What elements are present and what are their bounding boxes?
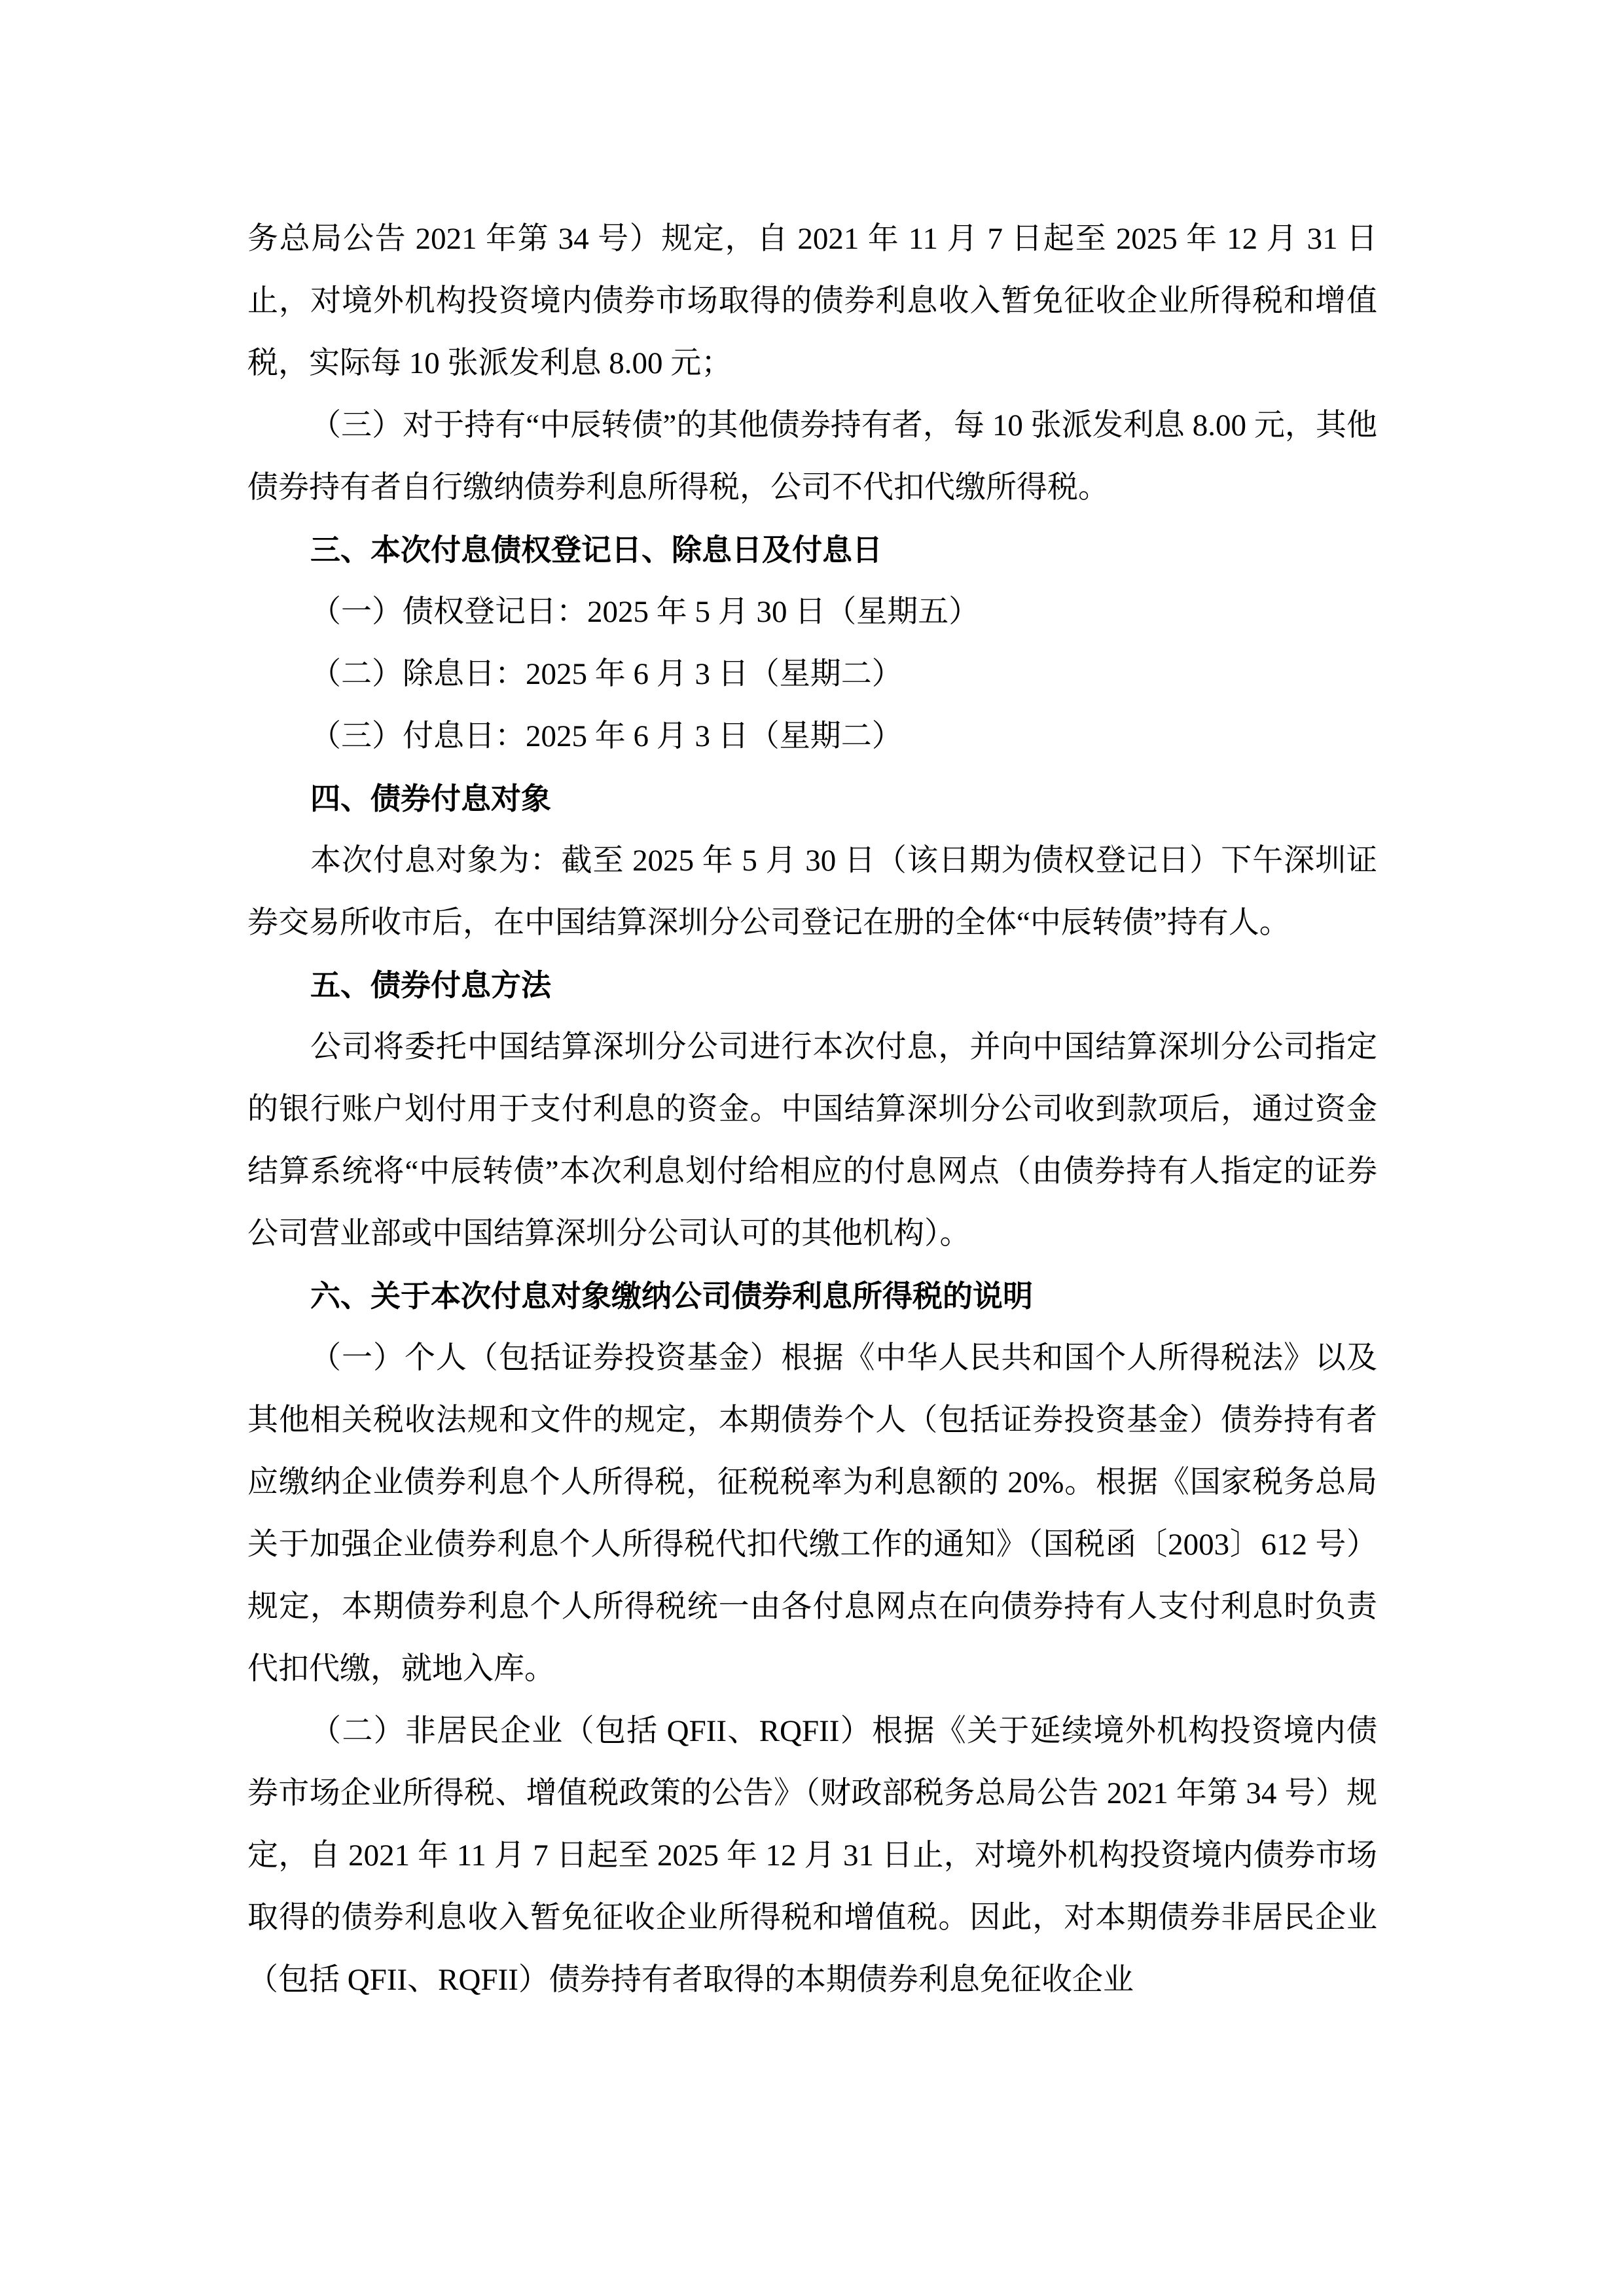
item-ex-dividend-date: （二）除息日：2025 年 6 月 3 日（星期二）	[310, 657, 903, 691]
item-record-date: （一）债权登记日：2025 年 5 月 30 日（星期五）	[310, 595, 980, 629]
payment-object-paragraph: 本次付息对象为：截至 2025 年 5 月 30 日（该日期为债权登记日）下午深圳证券交易所收市后，在中国结算深圳分公司登记在册的全体“中辰转债”持有人。	[247, 844, 1377, 940]
item-holders-other: （三）对于持有“中辰转债”的其他债券持有者，每 10 张派发利息 8.00 元，其他债券持有者自行缴纳债券利息所得税，公司不代扣代缴所得税。	[247, 408, 1377, 505]
tax-item-non-resident: （二）非居民企业（包括 QFII、RQFII）根据《关于延续境外机构投资境内债券市场企业所得税、增值税政策的公告》（财政部税务总局公告 2021 年第 34 号）规定，自 2021 年 11 月 7 日起至 2025 年 12 月 31 日止，对境外机构投资境内债券市场取得的债券利息收入暂免征收企业所得税和增值税。因此，对本期债券非居民企业（包括 QFII、RQFII）债券持有者取得的本期债券利息免征收企业	[247, 1714, 1377, 1997]
continuation-paragraph: 务总局公告 2021 年第 34 号）规定，自 2021 年 11 月 7 日起至 2025 年 12 月 31 日止，对境外机构投资境内债券市场取得的债券利息收入暂免征收企业所得税和增值税，实际每 10 张派发利息 8.00 元；	[247, 222, 1377, 380]
tax-item-individual: （一）个人（包括证券投资基金）根据《中华人民共和国个人所得税法》以及其他相关税收法规和文件的规定，本期债券个人（包括证券投资基金）债券持有者应缴纳企业债券利息个人所得税，征税税率为利息额的 20%。根据《国家税务总局关于加强企业债券利息个人所得税代扣代缴工作的通知》（国税函〔2003〕612 号）规定，本期债券利息个人所得税统一由各付息网点在向债券持有人支付利息时负责代扣代缴，就地入库。	[247, 1341, 1377, 1686]
section-heading-tax-explanation: 六、关于本次付息对象缴纳公司债券利息所得税的说明	[310, 1278, 1033, 1314]
section-heading-payment-object: 四、债券付息对象	[310, 781, 551, 816]
section-heading-dates: 三、本次付息债权登记日、除息日及付息日	[310, 532, 882, 567]
payment-method-paragraph: 公司将委托中国结算深圳分公司进行本次付息，并向中国结算深圳分公司指定的银行账户划付用于支付利息的资金。中国结算深圳分公司收到款项后，通过资金结算系统将“中辰转债”本次利息划付给相应的付息网点（由债券持有人指定的证券公司营业部或中国结算深圳分公司认可的其他机构）。	[247, 1030, 1377, 1251]
item-payment-date: （三）付息日：2025 年 6 月 3 日（星期二）	[310, 719, 903, 753]
document-page	[247, 208, 1377, 2011]
section-heading-payment-method: 五、债券付息方法	[310, 967, 551, 1003]
